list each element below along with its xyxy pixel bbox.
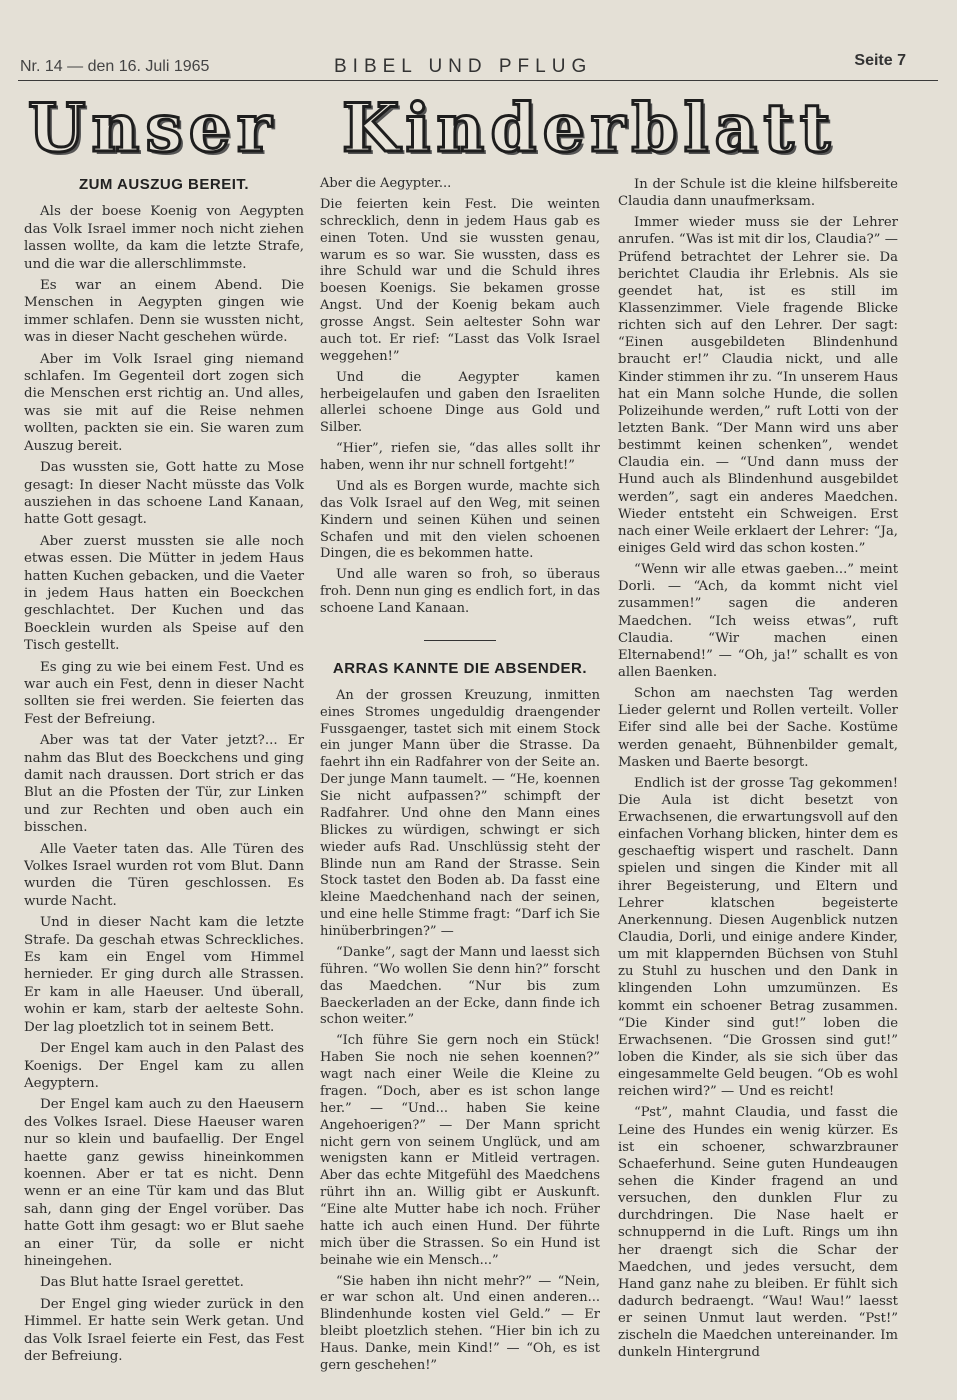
section-divider: [424, 640, 496, 641]
paragraph: Als der boese Koenig von Aegypten das Volk Israel immer noch nicht ziehen lassen wollte, da kam die letzte Strafe, und die war die allerschlimmste.: [24, 204, 304, 272]
paragraph: “Pst”, mahnt Claudia, und fasst die Leine des Hundes ein wenig kürzer. Es ist ein schoener, schwarzbrauner Schaeferhund. Seine guten Hundeaugen sehen die Kinder fragend an und versuchen, den dunklen Flur zu durchdringen. Die Nase haelt er schnuppernd in die Luft. Rings um ihn her draengt sich die Schar der Maedchen, und jedes versucht, dem Hand ganz nahe zu bleiben. Er fühlt sich dadurch bedraengt. “Wau! Wau!” laesst er seinen Unmut laut werden. “Pst!” zischeln die Maedchen untereinander. Im dunkeln Hintergrund: [618, 1105, 898, 1361]
paragraph: Und die Aegypter kamen herbeigelaufen und gaben den Israeliten allerlei schoene Dinge aus Gold und Silber.: [320, 369, 600, 436]
paragraph: Der Engel kam auch zu den Haeusern des Volkes Israel. Diese Haeuser waren nur so klein und baufaellig. Der Engel haette ganz gewiss hineinkommen koennen. Aber er tat es nicht. Denn wenn er an eine Tür kam und das Blut sah, dann ging der Engel vorüber. Das hatte Gott ihm gesagt: wo er Blut saehe an einer Tür, da solle er nicht hineingehen.: [24, 1097, 304, 1269]
masthead-word-1: Unser: [28, 89, 278, 167]
paragraph: Das wussten sie, Gott hatte zu Mose gesagt: In dieser Nacht müsste das Volk ausziehen in das schoene Land Kanaan, hatte Gott gesagt.: [24, 460, 304, 528]
paragraph: “Wenn wir alle etwas gaeben...” meint Dorli. — “Ach, da kommt nicht viel zusammen!” sagen die anderen Maedchen. “Ich weiss etwas”, ruft Claudia. “Wir machen einen Elternabend!” — “Oh, ja!” schallt es von allen Baenken.: [618, 562, 898, 680]
paragraph: “Ich führe Sie gern noch ein Stück! Haben Sie noch nie sehen koennen?” wagt nach einer Weile die Kleine zu fragen. “Doch, aber es ist schon lange her.” — “Und... haben Sie keine Angehoerigen?” — Der Mann spricht nicht gern von seinem Unglück, und am wenigsten kann er Mitleid vertragen. Aber das echte Mitgefühl des Maedchens rührt ihn an. Willig gibt er Auskunft. “Eine alte Mutter habe ich noch. Früher hatte ich auch einen Hund. Der führte mich über die Strassen. So ein Hund ist beinahe wie ein Mensch...”: [320, 1033, 600, 1268]
paragraph: Es ging zu wie bei einem Fest. Und es war auch ein Fest, denn in dieser Nacht sollten sie frei werden. Sie feierten das Fest der Befreiung.: [24, 659, 304, 727]
masthead: [0, 86, 957, 170]
paragraph: Und alle waren so froh, so überaus froh. Denn nun ging es endlich fort, in das schoene Land Kanaan.: [320, 567, 600, 616]
paragraph: Der Engel kam auch in den Palast des Koenigs. Der Engel kam zu allen Aegyptern.: [24, 1041, 304, 1091]
paragraph: “Sie haben ihn nicht mehr?” — “Nein, er war schon alt. Und einen anderen... Blindenhunde kosten viel Geld.” — Er bleibt ploetzlich stehen. “Hier bin ich zu Haus. Danke, mein Kind!” — “Oh, es ist gern geschehen!”: [320, 1273, 600, 1373]
masthead-word-2: Kinderblatt: [342, 89, 837, 167]
issue-date: Nr. 14 — den 16. Juli 1965: [20, 58, 210, 75]
publication-name: BIBEL UND PFLUG: [334, 56, 593, 77]
paragraph: Alle Vaeter taten das. Alle Türen des Volkes Israel wurden rot vom Blut. Dann wurden die Türen geschlossen. Es wurde Nacht.: [24, 841, 304, 909]
paragraph: Aber was tat der Vater jetzt?... Er nahm das Blut des Boeckchens und ging damit nach draussen. Dort strich er das Blut an die Pfosten der Tür, zur Linken und zur Rechten und oben auch ein bisschen.: [24, 733, 304, 836]
paragraph: Aber zuerst mussten sie alle noch etwas essen. Die Mütter in jedem Haus hatten Kuchen gebacken, und die Vaeter in jedem Haus hatten ein Boeckchen geschlachtet. Der Kuchen und das Boecklein wurden als Speise auf den Tisch gestellt.: [24, 533, 304, 654]
paragraph: Aber die Aegypter...: [320, 176, 452, 191]
paragraph: Das Blut hatte Israel gerettet.: [40, 1275, 244, 1291]
page-header: [18, 52, 938, 81]
paragraph: Und als es Borgen wurde, machte sich das Volk Israel auf den Weg, mit seinen Kindern und seinen Kühen und seinen Schafen und mit den vielen schoenen Dingen, die es bekommen hatte.: [320, 478, 600, 562]
paragraph: “Hier”, riefen sie, “das alles sollt ihr haben, wenn ihr nur schnell fortgeht!”: [320, 441, 600, 473]
column-2: [320, 176, 600, 1379]
column-3: [618, 176, 898, 1366]
column-1: [24, 176, 304, 1369]
paragraph: In der Schule ist die kleine hilfsbereite Claudia dann unaufmerksam.: [618, 177, 898, 210]
paragraph: Und in dieser Nacht kam die letzte Strafe. Da geschah etwas Schreckliches. Es kam ein Engel vom Himmel hernieder. Er ging durch alle Strassen. Er kam in alle Haeuser. Und überall, wohin er kam, starb der aelteste Sohn. Der lag ploetzlich tot in seinem Bett.: [24, 915, 304, 1035]
paragraph: An der grossen Kreuzung, inmitten eines Stromes ungeduldig draengender Fussgaenger, tastet sich mit einem Stock ein junger Mann über die Strasse. Da faehrt ihn ein Radfahrer von der Seite an. Der junge Mann taumelt. — “He, koennen Sie nicht aufpassen?” schimpft der Radfahrer. Und ohne den Mann eines Blickes zu würdigen, schwingt er sich wieder aufs Rad. Unschlüssig steht der Blinde nun am Rand der Strasse. Sein Stock tastet den Boden ab. Da fasst eine kleine Maedchenhand nach der seinen, und eine helle Stimme fragt: “Darf ich Sie hinüberbringen?” —: [320, 687, 600, 939]
paragraph: Der Engel ging wieder zurück in den Himmel. Er hatte sein Werk getan. Und das Volk Israel feierte ein Fest, das Fest der Befreiung.: [24, 1296, 304, 1364]
paragraph: Schon am naechsten Tag werden Lieder gelernt und Rollen verteilt. Voller Eifer sind alle bei der Sache. Kostüme werden genaeht, Bühnenbilder gemalt, Masken und Baerte besorgt.: [618, 686, 898, 770]
paragraph: Immer wieder muss sie der Lehrer anrufen. “Was ist mit dir los, Claudia?” — Prüfend betrachtet der Lehrer sie. Da berichtet Claudia ihr Erlebnis. Als sie geendet hat, ist es still im Klassenzimmer. Viele fragende Blicke richten sich auf den Lehrer. Der sagt: “Einen ausgebildeten Blindenhund braucht er!” Claudia nickt, und alle Kinder stimmen ihr zu. “In unserem Haus hat ein Mann solche Hunde, die sollen Polizeihunde werden,” ruft Lotti von der letzten Bank. “Der Mann wird uns aber bestimmt keinen schenken”, wendet Claudia ein. — “Und dann muss der Hund auch als Blindenhund ausgebildet werden”, sagt ein anderes Maedchen. Wieder entsteht ein Schweigen. Erst nach einer Weile erklaert der Lehrer: “Ja, einiges Geld wird das schon kosten.”: [618, 215, 898, 556]
paragraph: Es war an einem Abend. Die Menschen in Aegypten gingen wie immer schlafen. Denn sie wussten nicht, was in dieser Nacht geschehen würde.: [24, 278, 304, 346]
paragraph: Aber im Volk Israel ging niemand schlafen. Im Gegenteil dort zogen sich die Menschen erst richtig an. Und alles, was sie mit auf die Reise nehmen wollten, packten sie ein. Sie waren zum Auszug bereit.: [24, 351, 304, 454]
paragraph: Die feierten kein Fest. Die weinten schrecklich, denn in jedem Haus gab es einen Toten. Und sie wussten genau, warum es so war. Sie wussten, dass es ihre Schuld war und die Schuld ihres boesen Koenigs. Sie bekamen grosse Angst. Und der Koenig bekam auch grosse Angst. Sein aeltester Sohn war auch tot. Er rief: “Lasst das Volk Israel weggehen!”: [320, 196, 600, 364]
paragraph: Endlich ist der grosse Tag gekommen! Die Aula ist dicht besetzt von Erwachsenen, die erwartungsvoll auf den einfachen Vorhang blicken, hinter dem es geschaeftig wispert und raschelt. Dann spielen und singen die Kinder mit all ihrer Begeisterung, und Eltern und Lehrer klatschen begeisterte Anerkennung. Diesen Augenblick nutzen Claudia, Dorli, und einige andere Kinder, um mit klappernden Büchsen von Stuhl zu Stuhl zu huschen und den Dank in klingenden Lohn umzumünzen. Es kommt ein schoener Betrag zusammen. “Die Kinder sind gut!” loben die Erwachsenen. “Die Grossen sind gut!” loben die Kinder, als sie sich über das eingesammelte Geld beugen. “Ob es wohl reichen wird?” — Und es reicht!: [618, 775, 898, 1100]
article-2-title: ARRAS KANNTE DIE ABSENDER.: [332, 659, 588, 677]
paragraph: “Danke”, sagt der Mann und laesst sich führen. “Wo wollen Sie denn hin?” forscht das Maedchen. “Nur bis zum Baeckerladen an der Ecke, dann finde ich schon weiter.”: [320, 944, 600, 1028]
page-number: Seite 7: [854, 52, 906, 69]
article-1-title: ZUM AUSZUG BEREIT.: [78, 176, 250, 193]
